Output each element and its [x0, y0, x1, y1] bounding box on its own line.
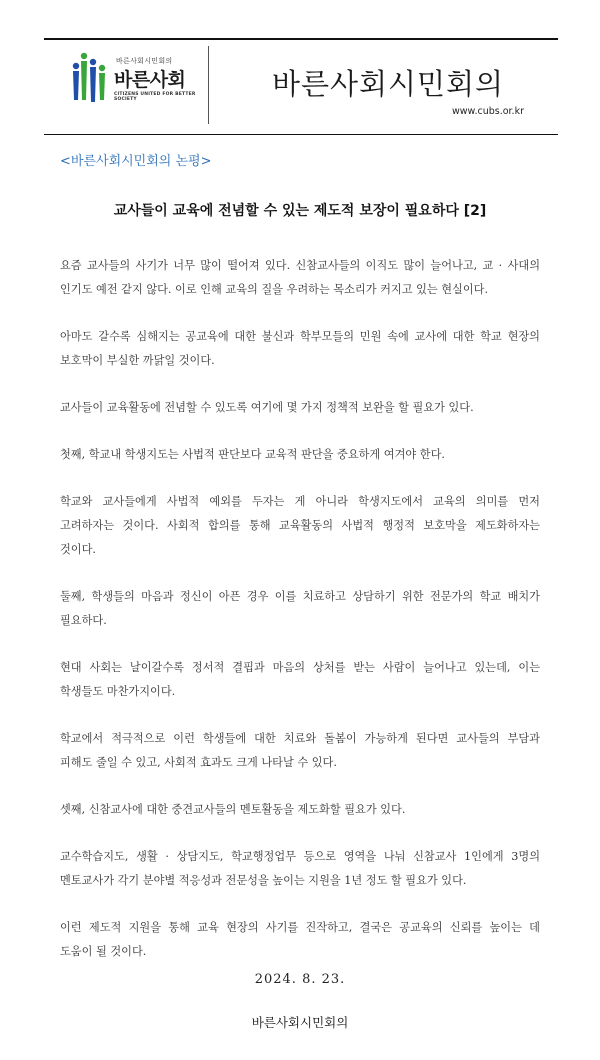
people-figures-icon [70, 52, 114, 112]
document-body [60, 254, 540, 964]
paragraph-line: 학교와 교사들에게 사법적 예외를 두자는 게 아니라 학생지도에서 교육의 의미를 먼저 [60, 495, 540, 508]
paragraph-gap [60, 893, 540, 916]
document-title: 교사들이 교육에 전념할 수 있는 제도적 보장이 필요하다 [2] [113, 203, 487, 219]
paragraph-gap [60, 302, 540, 325]
header-bottom-rule [44, 134, 558, 135]
paragraph-line: 학생들도 마찬가지이다. [60, 685, 176, 698]
body-paragraph [60, 254, 540, 302]
paragraph-line: 인기도 예전 같지 않다. 이로 인해 교육의 질을 우려하는 목소리가 커지고 있는 현실이다. [60, 283, 489, 296]
paragraph-line: 현대 사회는 날이갈수록 정서적 결핍과 마음의 상처를 받는 사람이 늘어나고 있는데, 이는 [60, 661, 540, 674]
figure-body [81, 61, 87, 100]
paragraph-line: 셋째, 신참교사에 대한 중견교사들의 멘토활동을 제도화할 필요가 있다. [60, 803, 406, 816]
paragraph-gap [60, 420, 540, 443]
paragraph-line: 피해도 줄일 수 있고, 사회적 효과도 크게 나타날 수 있다. [60, 756, 337, 769]
document-date: 2024. 8. 23. [254, 972, 346, 987]
paragraph-line: 보호막이 부실한 까닭일 것이다. [60, 354, 215, 367]
document-signature: 바른사회시민회의 [251, 1015, 349, 1030]
figure-body [90, 67, 96, 102]
figure-head [81, 53, 87, 59]
paragraph-gap [60, 467, 540, 490]
logo-tagline-text: CITIZENS UNITED FOR BETTER SOCIETY [114, 92, 196, 102]
paragraph-line: 요즘 교사들의 사기가 너무 많이 떨어져 있다. 신참교사들의 이직도 많이 늘어나고, 교 · 사대의 [60, 259, 540, 272]
paragraph-gap [60, 633, 540, 656]
organization-logo [70, 52, 205, 114]
body-paragraph [60, 798, 540, 822]
section-label: <바른사회시민회의 논평> [60, 154, 212, 169]
body-paragraph [60, 490, 540, 562]
header-top-rule [44, 38, 558, 40]
paragraph-line: 교사들이 교육활동에 전념할 수 있도록 여기에 몇 가지 정책적 보완을 할 필요가 있다. [60, 401, 474, 414]
paragraph-line: 필요하다. [60, 614, 107, 627]
paragraph-line: 고려하자는 것이다. 사회적 합의를 통해 교육활동의 사법적 행정적 보호막을 제도화하자는 [60, 519, 540, 532]
figure-head [90, 59, 96, 65]
body-paragraph [60, 916, 540, 964]
paragraph-gap [60, 775, 540, 798]
paragraph-line: 것이다. [60, 543, 96, 556]
paragraph-line: 첫째, 학교내 학생지도는 사법적 판단보다 교육적 판단을 중요하게 여겨야 한다. [60, 448, 445, 461]
paragraph-gap [60, 562, 540, 585]
paragraph-gap [60, 822, 540, 845]
logo-badge-text: 바른사회시민회의 [116, 57, 173, 65]
figure-body [73, 71, 79, 100]
body-paragraph [60, 727, 540, 775]
header-divider [208, 46, 209, 124]
body-paragraph [60, 585, 540, 633]
figure-head [73, 63, 79, 69]
body-paragraph [60, 656, 540, 704]
figure-body [99, 73, 105, 100]
paragraph-line: 이런 제도적 지원을 통해 교육 현장의 사기를 진작하고, 결국은 공교육의 신뢰를 높이는 데 [60, 921, 540, 934]
organization-url: www.cubs.or.kr [452, 106, 524, 117]
paragraph-gap [60, 704, 540, 727]
body-paragraph [60, 396, 540, 420]
body-paragraph [60, 443, 540, 467]
paragraph-line: 멘토교사가 각기 분야별 적응성과 전문성을 높이는 지원을 1년 정도 할 필요가 있다. [60, 874, 467, 887]
paragraph-gap [60, 373, 540, 396]
paragraph-line: 교수학습지도, 생활 · 상담지도, 학교행정업무 등으로 영역을 나눠 신참교사 1인에게 3명의 [60, 850, 540, 863]
paragraph-line: 아마도 갈수록 심해지는 공교육에 대한 불신과 학부모들의 민원 속에 교사에 대한 학교 현장의 [60, 330, 540, 343]
figure-head [99, 65, 105, 71]
paragraph-line: 학교에서 적극적으로 이런 학생들에 대한 치료와 돌봄이 가능하게 된다면 교사들의 부담과 [60, 732, 540, 745]
logo-name-text: 바른사회 [114, 69, 186, 91]
paragraph-line: 둘째, 학생들의 마음과 정신이 아픈 경우 이를 치료하고 상담하기 위한 전문가의 학교 배치가 [60, 590, 540, 603]
body-paragraph [60, 845, 540, 893]
paragraph-line: 도움이 될 것이다. [60, 945, 147, 958]
organization-title: 바른사회시민회의 [271, 67, 505, 101]
body-paragraph [60, 325, 540, 373]
